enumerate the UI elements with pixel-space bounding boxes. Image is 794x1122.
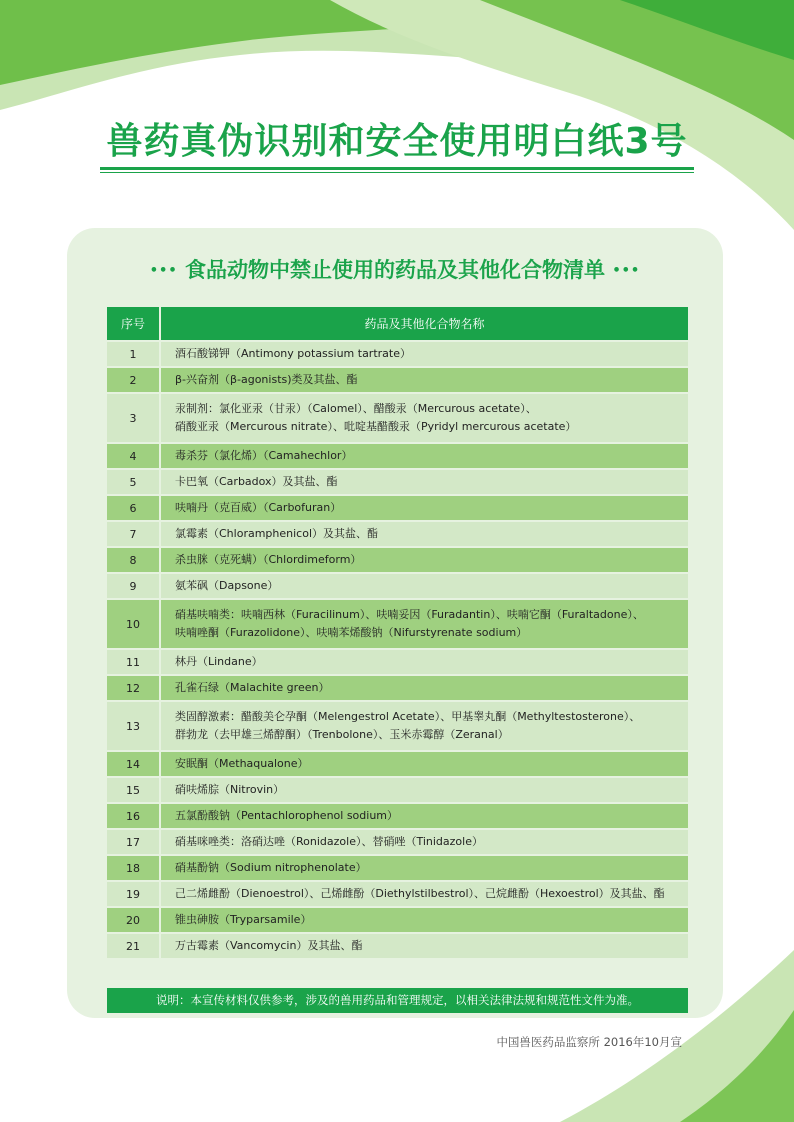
row-name: 己二烯雌酚（Dienoestrol）、己烯雌酚（Diethylstilbestrol）、己烷雌酚（Hexoestrol）及其盐、酯: [161, 882, 688, 906]
section-subtitle: [67, 254, 723, 284]
table-row: [107, 856, 688, 880]
prohibited-drugs-table: [107, 305, 688, 960]
row-name-line-1: 硝基呋喃类：呋喃西林（Furacilinum）、呋喃妥因（Furadantin）、呋喃它酮（Furaltadone）、: [175, 608, 644, 621]
row-name: [161, 600, 688, 648]
table-row: [107, 470, 688, 494]
table-row: [107, 804, 688, 828]
row-number: 9: [107, 574, 161, 598]
row-number: 15: [107, 778, 161, 802]
table-row: [107, 496, 688, 520]
table-row: [107, 908, 688, 932]
subtitle-text: 食品动物中禁止使用的药品及其他化合物清单: [185, 258, 605, 282]
row-number: 1: [107, 342, 161, 366]
row-name-line-2: 群勃龙（去甲雄三烯醇酮）（Trenbolone）、玉米赤霉醇（Zeranal）: [175, 728, 509, 741]
table-row: [107, 702, 688, 750]
subtitle-dots-left: •••: [149, 263, 178, 279]
row-name: [161, 394, 688, 442]
table-row: [107, 830, 688, 854]
table-row: [107, 934, 688, 958]
table-row: [107, 368, 688, 392]
table-row: [107, 778, 688, 802]
row-name: 安眠酮（Methaqualone）: [161, 752, 688, 776]
table-header-row: [107, 307, 688, 340]
row-name: 万古霉素（Vancomycin）及其盐、酯: [161, 934, 688, 958]
row-name: 毒杀芬（氯化烯）（Camahechlor）: [161, 444, 688, 468]
disclaimer-note: 说明：本宣传材料仅供参考，涉及的兽用药品和管理规定，以相关法律法规和规范性文件为准。: [107, 988, 688, 1013]
table-row: [107, 574, 688, 598]
row-name-line-2: 呋喃唑酮（Furazolidone）、呋喃苯烯酸钠（Nifurstyrenate sodium）: [175, 626, 528, 639]
row-name: 硝基咪唑类：洛硝达唑（Ronidazole）、替硝唑（Tinidazole）: [161, 830, 688, 854]
row-number: 16: [107, 804, 161, 828]
row-name: 氨苯砜（Dapsone）: [161, 574, 688, 598]
table-row: [107, 522, 688, 546]
table-row: [107, 394, 688, 442]
header-name: 药品及其他化合物名称: [161, 307, 688, 340]
row-name: 五氯酚酸钠（Pentachlorophenol sodium）: [161, 804, 688, 828]
row-number: 2: [107, 368, 161, 392]
table-row: [107, 444, 688, 468]
row-number: 12: [107, 676, 161, 700]
row-number: 20: [107, 908, 161, 932]
row-number: 8: [107, 548, 161, 572]
row-name: 硝呋烯腙（Nitrovin）: [161, 778, 688, 802]
row-number: 11: [107, 650, 161, 674]
row-name: β-兴奋剂（β-agonists)类及其盐、酯: [161, 368, 688, 392]
row-name: 孔雀石绿（Malachite green）: [161, 676, 688, 700]
row-number: 18: [107, 856, 161, 880]
row-name: 硝基酚钠（Sodium nitrophenolate）: [161, 856, 688, 880]
row-number: 14: [107, 752, 161, 776]
row-number: 6: [107, 496, 161, 520]
row-name: 氯霉素（Chloramphenicol）及其盐、酯: [161, 522, 688, 546]
row-name: 酒石酸锑钾（Antimony potassium tartrate）: [161, 342, 688, 366]
title-underline: [100, 167, 694, 170]
header-number: 序号: [107, 307, 161, 340]
row-name: [161, 702, 688, 750]
row-number: 3: [107, 394, 161, 442]
row-name-line-1: 汞制剂：氯化亚汞（甘汞）（Calomel）、醋酸汞（Mercurous acetate）、: [175, 402, 537, 415]
row-name-line-1: 类固醇激素：醋酸美仑孕酮（Melengestrol Acetate）、甲基睾丸酮（Methyltestosterone）、: [175, 710, 641, 723]
table-row: [107, 676, 688, 700]
table-row: [107, 600, 688, 648]
row-name: 杀虫脒（克死螨）（Chlordimeform）: [161, 548, 688, 572]
table-row: [107, 650, 688, 674]
table-row: [107, 342, 688, 366]
row-name: 林丹（Lindane）: [161, 650, 688, 674]
row-number: 10: [107, 600, 161, 648]
row-name-line-2: 硝酸亚汞（Mercurous nitrate）、吡啶基醋酸汞（Pyridyl mercurous acetate）: [175, 420, 577, 433]
row-name: 锥虫砷胺（Tryparsamile）: [161, 908, 688, 932]
row-number: 7: [107, 522, 161, 546]
footer-issuer: 中国兽医药品监察所 2016年10月宣: [496, 1035, 682, 1049]
row-name: 卡巴氧（Carbadox）及其盐、酯: [161, 470, 688, 494]
table-row: [107, 752, 688, 776]
row-number: 21: [107, 934, 161, 958]
row-number: 4: [107, 444, 161, 468]
table-row: [107, 548, 688, 572]
title-underline-thin: [100, 172, 694, 173]
row-number: 17: [107, 830, 161, 854]
row-name: 呋喃丹（克百威）（Carbofuran）: [161, 496, 688, 520]
page-title: 兽药真伪识别和安全使用明白纸3号: [106, 121, 688, 162]
table-row: [107, 882, 688, 906]
row-number: 5: [107, 470, 161, 494]
row-number: 19: [107, 882, 161, 906]
row-number: 13: [107, 702, 161, 750]
subtitle-dots-right: •••: [612, 263, 641, 279]
